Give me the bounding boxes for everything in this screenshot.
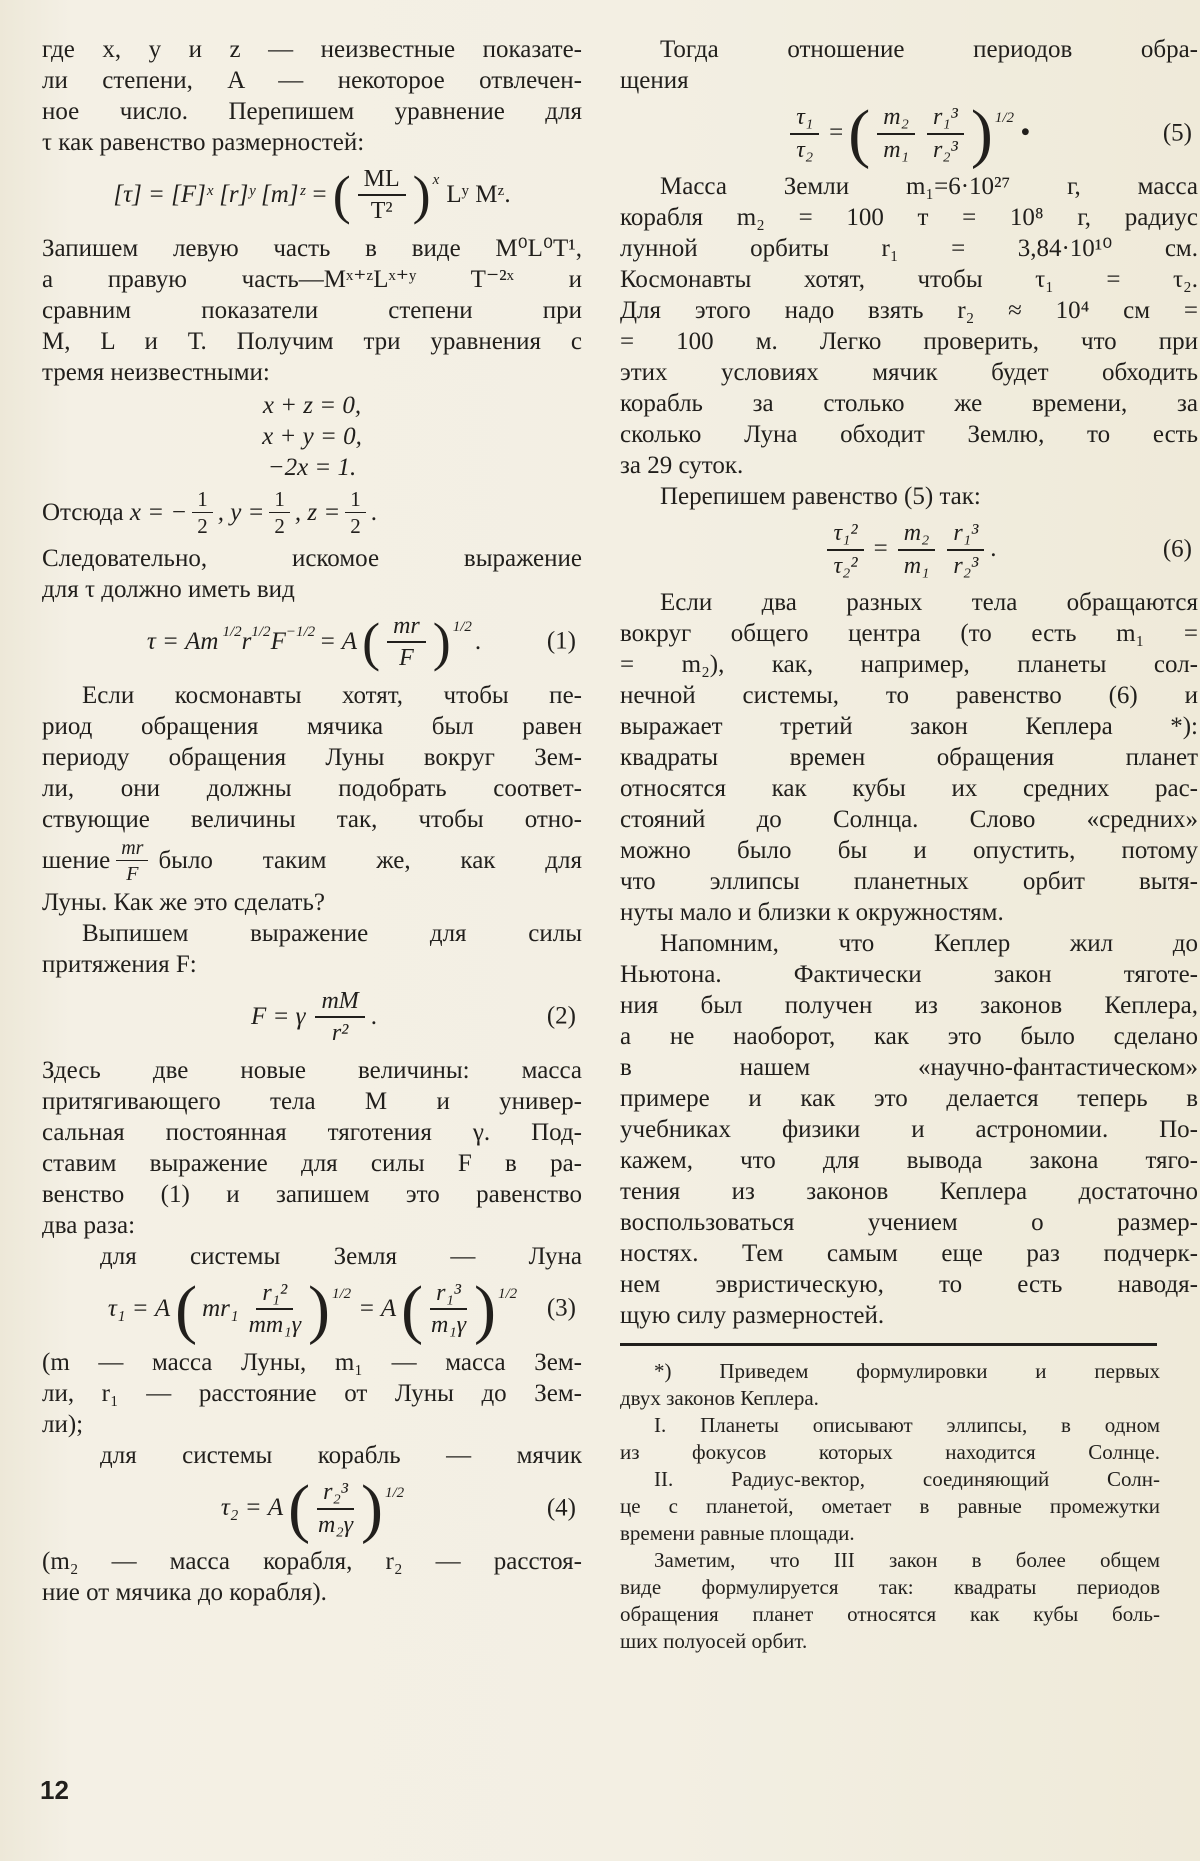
math-token: = A: [319, 627, 358, 655]
left-paren: (: [288, 1471, 311, 1545]
text-line: Перепишем равенство (5) так:: [660, 483, 981, 511]
text-line: ставим выражение для силы F в ра-: [42, 1149, 582, 1177]
numerator: r₁³: [430, 1280, 467, 1310]
text-line: = 100 м. Легко проверить, что при: [620, 328, 1198, 356]
numerator: τ₁: [790, 104, 819, 134]
text-line: корабль за столько же времени, за: [620, 390, 1198, 418]
paragraph: [42, 543, 582, 605]
fraction: [790, 104, 819, 163]
exponent: 1/2: [452, 618, 472, 635]
text-segment: было таким же, как для: [158, 847, 582, 875]
numerator: mM: [315, 988, 364, 1018]
text-line: притягивающего тела M и универ-: [42, 1087, 582, 1115]
text-line: а правую часть—Mˣ⁺ᶻLˣ⁺ʸ T⁻²ˣ и: [42, 265, 582, 293]
footnote-line: II. Радиус-вектор, соединяющий Солн-: [654, 1467, 1160, 1492]
text-line: М, L и Т. Получим три уравнения с: [42, 327, 582, 355]
text-line: ли степени, A — некоторое отвлечен-: [42, 67, 582, 94]
text-line: лунной орбиты r₁ = 3,84·10¹⁰ см.: [620, 235, 1198, 263]
math-token: τ₁ = A: [107, 1294, 171, 1322]
text-line: Выпишем выражение для силы: [82, 919, 582, 947]
text-line: ния был получен из законов Кеплера,: [620, 992, 1198, 1020]
text-line: кажем, что для вывода закона тяго-: [620, 1147, 1198, 1175]
text-line: τ как равенство размерностей:: [42, 129, 365, 156]
fraction: [116, 837, 148, 885]
math-token: =: [829, 119, 844, 147]
text-line: сальная постоянная тяготения γ. Под-: [42, 1118, 582, 1146]
footnote-line: *) Приведем формулировки и первых: [654, 1359, 1160, 1384]
footnote-line: це с планетой, ометает в равные промежутки: [620, 1494, 1160, 1519]
footnote-line: времени равные площади.: [620, 1521, 855, 1546]
fraction: [249, 1280, 301, 1339]
equation-number: (1): [546, 627, 576, 655]
text-line: за 29 суток.: [620, 452, 744, 480]
left-paren: (: [175, 1272, 198, 1346]
footnote-line: двух законов Кеплера.: [620, 1386, 819, 1411]
equation-system: [42, 390, 582, 483]
text-line: Космонавты хотят, чтобы τ₁ = τ₂.: [620, 266, 1198, 294]
text-line: воспользоваться учением о размер-: [620, 1209, 1198, 1237]
math-token: [τ] = [F]ˣ [r]ʸ [m]ᶻ =: [113, 181, 328, 209]
text-line: для системы корабль — мячик: [100, 1441, 582, 1469]
equation-6: [620, 520, 1198, 579]
text-line: Здесь две новые величины: масса: [42, 1056, 582, 1084]
footnote-line: обращения планет относятся как кубы боль-: [620, 1602, 1160, 1627]
math-token: Lʸ Mᶻ.: [446, 181, 511, 209]
text-line: ли, r₁ — расстояние от Луны до Зем-: [42, 1379, 582, 1407]
footnote-line: виде формулируется так: квадраты периодов: [620, 1575, 1160, 1600]
text-line: ностях. Тем самым еще раз подчерк-: [620, 1240, 1198, 1268]
footnote-separator: [620, 1343, 1157, 1346]
denominator: τ₂: [796, 136, 814, 163]
exponent: 1/2: [251, 623, 271, 640]
equation-line: x + z = 0,: [262, 391, 362, 419]
fraction: [315, 988, 364, 1047]
paragraph: [42, 1055, 582, 1272]
numerator: mr: [387, 613, 426, 643]
numerator: 1: [345, 488, 366, 513]
math-token: τ = Am: [146, 627, 219, 655]
math-token: , z =: [294, 499, 341, 527]
right-paren: ): [970, 97, 993, 170]
text-line: Для этого надо взять r₂ ≈ 10⁴ см =: [620, 297, 1198, 325]
fraction: [927, 104, 964, 163]
numerator: τ₁²: [827, 520, 863, 550]
paragraph: [620, 928, 1198, 1331]
math-token: шение: [42, 847, 111, 875]
footnote: [620, 1358, 1160, 1655]
text-line: в нашем «научно-фантастическом»: [620, 1054, 1198, 1082]
denominator: T²: [370, 198, 393, 225]
fraction: [358, 166, 406, 225]
text-line: ние от мячика до корабля).: [42, 1579, 327, 1607]
text-line: периоду обращения Луны вокруг Зем-: [42, 743, 582, 771]
text-line: ное число. Перепишем уравнение для: [42, 98, 582, 125]
text-line: тремя неизвестными:: [42, 358, 270, 386]
text-line: Луны. Как же это сделать?: [42, 888, 325, 916]
math-token: =: [873, 535, 888, 563]
denominator: r₂³: [953, 552, 979, 579]
equation-3: [42, 1272, 582, 1346]
paragraph: [42, 1546, 582, 1608]
numerator: 1: [192, 488, 213, 513]
exponent: 1/2: [498, 1285, 518, 1302]
text-line: = m₂), как, например, планеты сол-: [620, 651, 1198, 679]
left-paren: (: [332, 165, 351, 226]
text-line: нуты мало и близки к окружностям.: [620, 899, 1004, 927]
denominator: m₁: [903, 552, 930, 579]
math-token: .: [370, 499, 378, 527]
numerator: r₂³: [317, 1479, 354, 1509]
math-token: F = γ: [250, 1002, 306, 1030]
fraction: [827, 520, 863, 579]
math-token: r: [241, 627, 252, 655]
text-line: можно было бы и опустить, потому: [620, 837, 1198, 865]
text-line: тения из законов Кеплера достаточно: [620, 1178, 1198, 1206]
left-paren: (: [848, 97, 871, 170]
right-paren: ): [308, 1272, 331, 1346]
text-line: выражает третий закон Кеплера *):: [620, 713, 1198, 741]
text-line-with-fraction: [42, 837, 582, 885]
text-line: а не наоборот, как это было сделано: [620, 1023, 1198, 1051]
math-token: x = −: [129, 499, 188, 527]
left-column: [42, 34, 582, 1608]
equation-5: [620, 97, 1198, 170]
math-token: mr₁: [202, 1294, 239, 1322]
equation-number: (3): [546, 1294, 576, 1322]
text-line: (m₂ — масса корабля, r₂ — расстоя-: [42, 1548, 582, 1576]
denominator: F: [126, 862, 139, 885]
text-line: ли, они должны подобрать соответ-: [42, 774, 582, 802]
equation-dimensional: [42, 166, 582, 225]
right-paren: ): [361, 1471, 383, 1545]
numerator: r₁²: [256, 1280, 293, 1310]
exponent: 1/2: [332, 1285, 352, 1302]
equation-line: x + y = 0,: [262, 422, 362, 450]
text-line: стояний до Солнца. Слово «средних»: [620, 806, 1198, 834]
fraction: [430, 1280, 467, 1339]
text-line: учебниках физики и астрономии. По-: [620, 1116, 1198, 1144]
text-line: венство (1) и запишем это равенство: [42, 1180, 582, 1208]
equation-line: −2x = 1.: [267, 453, 357, 481]
text-line: Если космонавты хотят, чтобы пе-: [82, 681, 582, 709]
equation-number: (2): [546, 1002, 576, 1030]
exponent: 1/2: [222, 623, 242, 640]
text-line: вокруг общего центра (то есть m₁ =: [620, 620, 1198, 648]
text-line: этих условиях мячик будет обходить: [620, 359, 1198, 387]
paragraph: [42, 1347, 582, 1471]
equation-4: [42, 1471, 582, 1545]
paragraph: [42, 918, 582, 980]
text-line: два раза:: [42, 1211, 136, 1239]
paragraph: [620, 481, 1198, 512]
numerator: ML: [358, 166, 406, 196]
numerator: 1: [269, 488, 290, 513]
right-paren: ): [432, 612, 451, 673]
solution-line: [42, 488, 582, 538]
text-line: Запишем левую часть в виде M⁰L⁰T¹,: [42, 234, 582, 262]
text-line: Масса Земли m₁=6·10²⁷ г, масса: [660, 173, 1198, 201]
fraction: [192, 488, 213, 538]
math-token: τ₂ = A: [220, 1494, 284, 1522]
text-line: Следовательно, искомое выражение: [42, 544, 582, 572]
left-paren: (: [362, 612, 381, 673]
equation-number: (5): [1162, 119, 1192, 147]
paragraph: [42, 233, 582, 388]
math-token: .: [370, 1002, 378, 1030]
text-line: для системы Земля — Луна: [100, 1242, 582, 1270]
text-line: сравним показатели степени при: [42, 296, 582, 324]
text-line: сколько Луна обходит Землю, то есть: [620, 421, 1198, 449]
text-line: корабля m₂ = 100 т = 10⁸ г, радиус: [620, 204, 1198, 232]
numerator: r₁³: [947, 520, 984, 550]
math-token: = A: [358, 1294, 397, 1322]
text-line: щения: [620, 67, 689, 94]
text-line: Тогда отношение периодов обра-: [660, 36, 1198, 63]
numerator: mr: [116, 837, 148, 861]
denominator: m₁: [883, 136, 909, 163]
equation-2: [42, 988, 582, 1047]
denominator: m₁γ: [431, 1312, 467, 1339]
text-line: ли);: [42, 1410, 84, 1438]
text-line: Ньютона. Фактически закон тяготе-: [620, 961, 1198, 989]
exponent: x: [432, 171, 440, 188]
fraction: [387, 613, 426, 672]
footnote-line: Заметим, что III закон в более общем: [654, 1548, 1160, 1573]
text-line: Если два разных тела обращаются: [660, 589, 1198, 617]
page-number: 12: [40, 1775, 69, 1805]
fraction: [898, 520, 936, 579]
fraction: [345, 488, 366, 538]
text-line: примере и как это делается теперь в: [620, 1085, 1198, 1113]
footnote-line: ших полуосей орбит.: [620, 1629, 808, 1654]
text-line: что эллипсы планетных орбит вытя-: [620, 868, 1198, 896]
text-line: нечной системы, то равенство (6) и: [620, 682, 1198, 710]
text-line: ствующие величины так, чтобы отно-: [42, 805, 582, 833]
paragraph: [42, 34, 582, 158]
fraction: [947, 520, 984, 579]
footnote-line: I. Планеты описывают эллипсы, в одном: [654, 1413, 1160, 1438]
denominator: r₂³: [932, 136, 958, 163]
math-token: •: [1021, 119, 1030, 147]
math-token: Отсюда: [42, 499, 124, 527]
text-line: (m — масса Луны, m₁ — масса Зем-: [42, 1348, 582, 1376]
numerator: m₂: [898, 520, 936, 550]
paragraph: [42, 680, 582, 918]
footnote-line: из фокусов которых находится Солнце.: [620, 1440, 1160, 1465]
denominator: m₂γ: [317, 1511, 354, 1538]
fraction: [317, 1479, 354, 1538]
denominator: 2: [350, 513, 361, 538]
math-token: .: [990, 535, 997, 563]
right-paren: ): [412, 165, 431, 226]
text-line: щую силу размерностей.: [620, 1302, 885, 1330]
text-line: относятся как кубы их средних рас-: [620, 775, 1198, 803]
text-line: квадраты времен обращения планет: [620, 744, 1198, 772]
exponent: 1/2: [994, 110, 1014, 127]
exponent: 1/2: [384, 1484, 405, 1501]
denominator: τ₂²: [833, 552, 858, 579]
denominator: 2: [197, 513, 208, 538]
text-line: Напомним, что Кеплер жил до: [660, 930, 1198, 958]
text-line: где x, y и z — неизвестные показате-: [42, 36, 582, 63]
right-column: [620, 34, 1198, 1655]
paragraph: [620, 34, 1198, 96]
math-token: .: [474, 627, 482, 655]
text-line: нем эвристическую, то есть наводя-: [620, 1271, 1198, 1299]
left-paren: (: [401, 1272, 424, 1346]
fraction: [269, 488, 290, 538]
denominator: mm₁γ: [248, 1312, 302, 1339]
denominator: r²: [331, 1020, 349, 1047]
text-line: риод обращения мячика был равен: [42, 712, 582, 740]
text-line: притяжения F:: [42, 950, 197, 978]
paragraph: [620, 587, 1198, 928]
exponent: −1/2: [285, 623, 316, 640]
math-token: F: [270, 627, 286, 655]
right-paren: ): [474, 1272, 496, 1346]
equation-number: (6): [1162, 535, 1192, 563]
equation-number: (4): [546, 1494, 576, 1522]
math-token: , y =: [217, 499, 265, 527]
denominator: F: [399, 645, 414, 672]
denominator: 2: [274, 513, 285, 538]
numerator: m₂: [877, 104, 915, 134]
equation-1: [42, 613, 582, 672]
text-line: для τ должно иметь вид: [42, 575, 295, 603]
paragraph: [620, 171, 1198, 481]
numerator: r₁³: [927, 104, 964, 134]
fraction: [877, 104, 915, 163]
